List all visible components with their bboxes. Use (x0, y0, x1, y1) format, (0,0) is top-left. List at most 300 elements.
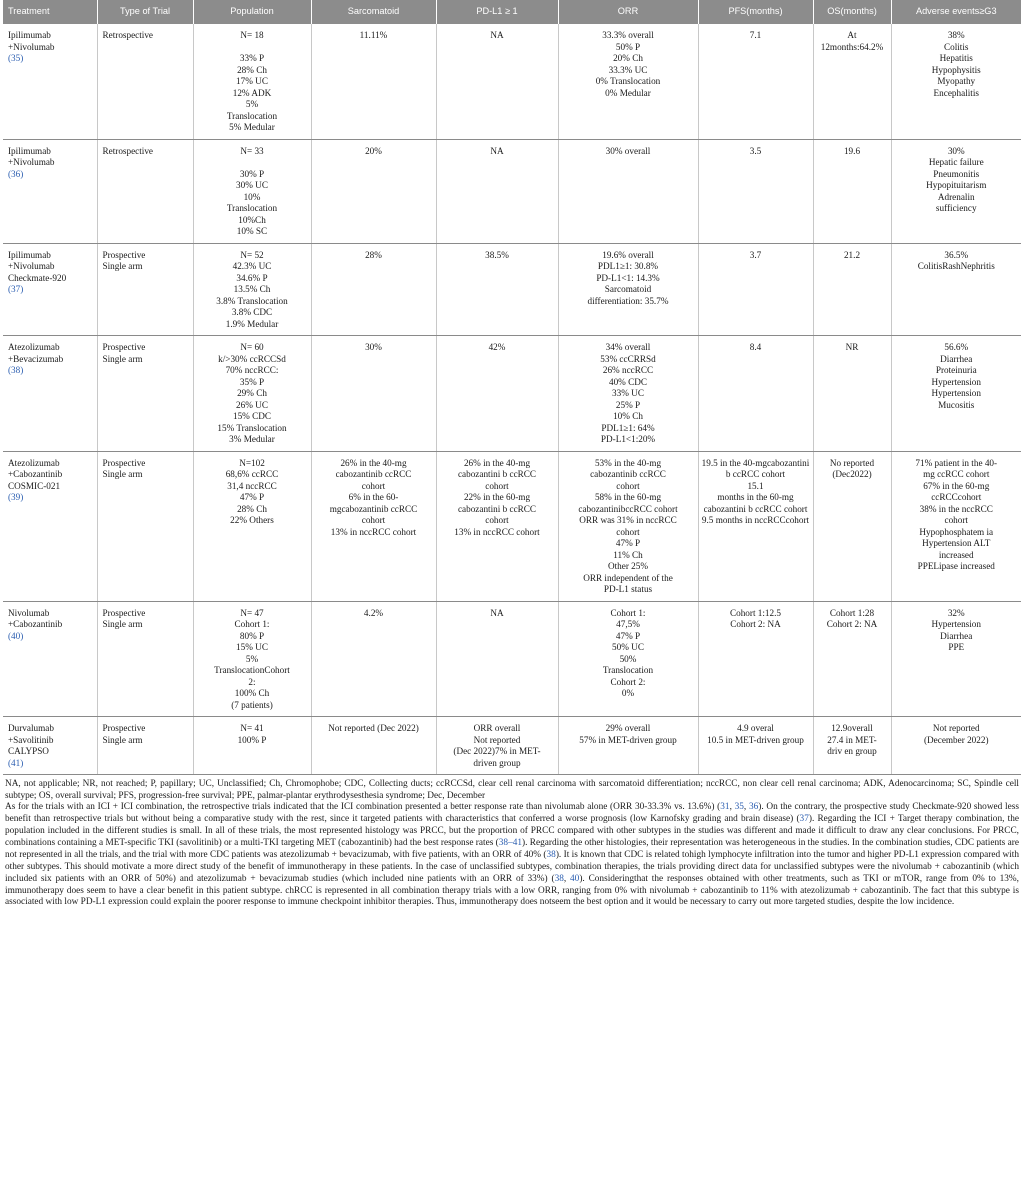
os-cell (813, 717, 891, 775)
cell-line: 4.9 overal (737, 723, 774, 733)
cell-line: cohort (485, 515, 509, 525)
cell-line: 0% Translocation (595, 76, 661, 86)
cell-line: cohort (944, 515, 968, 525)
cell-line: 33% P (239, 53, 265, 63)
sarcomatoid-cell (311, 24, 436, 139)
cell-line: Diarrhea (940, 630, 973, 641)
cell-line: +Savolitinib (8, 734, 54, 745)
cell-line: Retrospective (102, 145, 154, 156)
cell-line: Cohort 2: (610, 676, 646, 687)
cell-line: 19.6 (843, 145, 861, 156)
cell-line: NA (490, 30, 504, 40)
paragraph-text: ). Regarding the other histologies, their representation was heterogeneous in the studies. In the combination studies, CDC patients are not represented in all the trials, and the trial with more CDC patients was atezolizumab + bevacizumab, with five patients, with an ORR of 40% ( (5, 837, 1019, 860)
population-cell (193, 601, 311, 717)
sarcomatoid-cell (311, 601, 436, 717)
pdl1-cell (436, 243, 558, 336)
cell-line: ccRCCcohort (931, 492, 982, 502)
cell-line: 12months:64.2% (820, 41, 884, 52)
cell-line: 36.5% (944, 249, 969, 260)
cell-line: 30% P (239, 168, 265, 179)
cell-line: Prospective (102, 342, 146, 352)
cell-line: 11% Ch (613, 549, 643, 560)
os-cell (813, 243, 891, 336)
reference-link[interactable]: (35) (8, 53, 24, 63)
cell-line: Diarrhea (940, 353, 973, 364)
pfs-cell (698, 139, 813, 243)
trial-type-cell (97, 243, 193, 336)
cell-line: Not reported (932, 723, 980, 733)
cell-line: 21.2 (843, 249, 861, 260)
cell-line: PPE (948, 642, 965, 652)
cell-line: 40% CDC (608, 376, 648, 387)
os-cell (813, 336, 891, 452)
paragraph-text: As for the trials with an ICI + ICI combination, the retrospective trials indicated that the ICI combination presented a better response rate than nivolumab alone (ORR 30-33.3% vs. 13.6%) ( (5, 802, 721, 813)
cell-line: sufficiency (935, 203, 977, 213)
treatment-cell (3, 451, 97, 601)
os-cell (813, 601, 891, 717)
trial-type-cell (97, 336, 193, 452)
cell-line: 10% Ch (613, 411, 643, 421)
cell-line: 47% P (615, 630, 641, 641)
cell-line: ColitisRashNephritis (917, 261, 995, 271)
table-row (3, 451, 1021, 601)
cell-line: 32% (947, 607, 965, 618)
cell-line: Atezolizumab (8, 342, 60, 352)
cell-line: Encephalitis (933, 87, 979, 98)
cell-line: Cohort 1: (234, 619, 270, 629)
cell-line: 10.5 in MET-driven group (707, 734, 804, 745)
cell-line: COSMIC-021 (8, 480, 61, 491)
header-sarcomatoid: Sarcomatoid (311, 0, 436, 24)
cell-line: Hypertension (931, 388, 981, 398)
citation-link[interactable]: 36 (748, 802, 759, 813)
cell-line: 30% (947, 145, 965, 156)
cell-line: 56.6% (944, 342, 969, 352)
cell-line: Hypophysitis (931, 64, 981, 75)
cell-line: Hypopituitarism (926, 180, 987, 190)
cell-line: 13% in nccRCC cohort (454, 526, 540, 537)
cell-line: Hypertension ALT (922, 538, 991, 548)
cell-line: 13.5% Ch (233, 284, 271, 294)
cell-line: 15% Translocation (217, 422, 287, 433)
cell-line: 33.3% UC (608, 64, 648, 75)
cell-line: cabozantini b ccRCC (457, 503, 537, 514)
cell-line: 53% ccCRRSd (600, 353, 656, 364)
pfs-cell (698, 451, 813, 601)
population-cell (193, 451, 311, 601)
cell-line: driven group (473, 757, 521, 768)
cell-line: No reported (829, 457, 875, 468)
cell-line: +Bevacizumab (8, 353, 64, 364)
cell-line: NA (490, 145, 504, 156)
cell-line: Checkmate-920 (8, 272, 67, 283)
cell-line: Translocation (602, 665, 654, 675)
cell-line: 26% in the 40-mg (463, 457, 531, 468)
cell-line: 15% UC (236, 642, 268, 652)
treatment-cell (3, 139, 97, 243)
orr-cell (558, 24, 698, 139)
population-cell (193, 336, 311, 452)
adverse-events-cell (891, 336, 1021, 452)
reference-link[interactable]: (37) (8, 284, 24, 294)
cell-line: mgcabozantinib ccRCC (329, 503, 418, 514)
cell-line: 70% nccRCC: (225, 365, 279, 375)
trial-type-cell (97, 717, 193, 775)
cell-line: 2: (248, 676, 256, 687)
cell-line: Cohort 1:12.5 (729, 607, 782, 618)
cell-line: 34.6% P (236, 272, 268, 283)
cell-line: N= 41 (240, 723, 264, 733)
cell-line: Single arm (102, 734, 143, 745)
treatment-cell (3, 243, 97, 336)
cell-line: Single arm (102, 353, 143, 364)
cell-line: 20% (365, 145, 382, 156)
cell-line: 1.9% Medular (225, 318, 279, 329)
trial-type-cell (97, 139, 193, 243)
orr-cell (558, 336, 698, 452)
cell-line: 29% overall (605, 723, 651, 733)
cell-line: Not reported (473, 734, 521, 745)
cell-line: 6% in the 60- (348, 492, 399, 502)
cell-line: 4.2% (363, 607, 384, 618)
header-population: Population (193, 0, 311, 24)
cell-line: b ccRCC cohort (725, 469, 786, 479)
body-paragraph (5, 802, 1019, 909)
cell-line: TranslocationCohort (214, 665, 290, 675)
cell-line: 100% P (237, 734, 267, 745)
sarcomatoid-cell (311, 336, 436, 452)
header-pdl1: PD-L1 ≥ 1 (436, 0, 558, 24)
cell-line: +Cabozantinib (8, 469, 63, 479)
cell-line: Cohort 2: NA (730, 619, 781, 629)
cell-line: 25% P (615, 399, 641, 410)
reference-link[interactable]: (39) (8, 492, 24, 502)
cell-line: 3% Medular (229, 434, 275, 444)
cell-line: Colitis (943, 41, 969, 52)
citation-link[interactable]: 35 (734, 802, 744, 813)
trial-type-cell (97, 451, 193, 601)
adverse-events-cell (891, 24, 1021, 139)
header-adverse-events: Adverse events≥G3 (891, 0, 1021, 24)
treatment-cell (3, 24, 97, 139)
cell-line: NR (845, 342, 859, 352)
cell-line: Hypertension (931, 619, 981, 629)
cell-line: increased (938, 549, 974, 560)
cell-line: 29% Ch (237, 388, 267, 398)
citation-link[interactable]: 40 (570, 873, 580, 884)
cell-line: (December 2022) (923, 734, 989, 745)
cell-line: Prospective (102, 249, 146, 260)
table-row (3, 601, 1021, 717)
cell-line: 33.3% overall (602, 30, 654, 40)
pfs-cell (698, 336, 813, 452)
paragraph-text: ). Consideringthat the responses obtained with other treatments, such as TKI or mTOR, range from 0% to 13%, immunotherapy does seem to have a clear benefit in this patient subtype. chRCC is represented in all combination therapy trials with a low ORR, ranging from 0% with nivolumab + cabozantinib to 11% with atezolizumab + cabozantinib. The fact that this subtype is associated with low PD-L1 expression could explain the poorer response to immune checkpoint inhibitor therapies. Thus, immunotherapy does notseem the best option and it would be necessary to carry out more targeted studies, despite the low incidence. (5, 873, 1019, 908)
cell-line: 22% in the 60-mg (463, 492, 531, 502)
cell-line: 57% in MET-driven group (579, 734, 677, 745)
cell-line: 5% (245, 99, 259, 109)
cell-line: N= 18 (240, 30, 264, 40)
pdl1-cell (436, 336, 558, 452)
cell-line: cabozantinib ccRCC (590, 469, 666, 479)
cell-line: driv en group (827, 746, 877, 756)
cell-line: 3.5 (749, 145, 762, 156)
cell-line: 3.8% CDC (231, 307, 273, 317)
cell-line: 50% (619, 653, 637, 664)
population-cell (193, 717, 311, 775)
citation-link[interactable]: 37 (799, 814, 809, 825)
cell-line: Mucositis (938, 399, 975, 410)
cell-line: N=102 (239, 457, 265, 468)
table-footnote: NA, not applicable; NR, not reached; P, papillary; UC, Unclassified; Ch, Chromophobe; CDC, Collecting ducts; ccRCCSd, clear cell renal carcinoma with sarcomatoid differentiation; nccRCC, non clear cell renal carcinoma; ADK, Adenocarcinoma; SC, Spindle cell subtype; OS, overall survival; PFS, progression-free survival; PPE, palmar-plantar erythrodysesthesia syndrome; Dec, December (5, 779, 1019, 801)
os-cell (813, 451, 891, 601)
adverse-events-cell (891, 451, 1021, 601)
cell-line: cohort (361, 515, 386, 525)
cell-line: Prospective (102, 457, 146, 468)
cell-line: 67% in the 60-mg (923, 480, 990, 491)
cell-line: Myopathy (937, 76, 976, 86)
cell-line: 13% in nccRCC cohort (330, 526, 417, 537)
citation-link[interactable]: 31 (720, 802, 730, 813)
cell-line: PD-L1 status (603, 584, 653, 594)
cell-line (197, 157, 308, 169)
sarcomatoid-cell (311, 717, 436, 775)
cell-line (197, 42, 308, 54)
citation-link[interactable]: 38 (546, 849, 556, 860)
cell-line: (Dec 2022)7% in MET- (453, 746, 541, 756)
cell-line: 28% (365, 249, 382, 260)
population-cell (193, 24, 311, 139)
cell-line: mg ccRCC cohort (923, 469, 990, 479)
pfs-cell (698, 24, 813, 139)
population-cell (193, 243, 311, 336)
cell-line: 38% in the nccRCC (919, 503, 993, 514)
cell-line: Ipilimumab (8, 145, 51, 156)
os-cell (813, 139, 891, 243)
cell-line: 20% Ch (613, 53, 643, 63)
cell-line: 15% CDC (232, 411, 272, 421)
cell-line: 100% Ch (234, 688, 270, 698)
reference-link[interactable]: (41) (8, 757, 24, 768)
sarcomatoid-cell (311, 451, 436, 601)
cell-line: 5% Medular (229, 122, 275, 132)
treatment-cell (3, 336, 97, 452)
cell-line: cohort (616, 526, 640, 537)
pdl1-cell (436, 451, 558, 601)
cell-line: +Nivolumab (8, 41, 55, 52)
cell-line: 27.4 in MET- (827, 734, 877, 745)
cell-line: 42% (488, 342, 506, 352)
population-cell (193, 139, 311, 243)
adverse-events-cell (891, 601, 1021, 717)
cell-line: N= 52 (240, 249, 264, 260)
cell-line: ORR overall (473, 723, 521, 733)
cell-line: 33% UC (612, 388, 644, 398)
cell-line: 26% nccRCC (602, 365, 654, 375)
cell-line: 10% (243, 191, 261, 202)
cell-line: 10%Ch (238, 214, 266, 225)
cell-line: 35% P (239, 376, 265, 387)
pfs-cell (698, 243, 813, 336)
orr-cell (558, 601, 698, 717)
pdl1-cell (436, 24, 558, 139)
cell-line: cabozantinib ccRCC (335, 469, 412, 479)
cell-line: 68,6% ccRCC (225, 469, 279, 479)
cell-line: Single arm (102, 619, 143, 629)
cell-line: Single arm (102, 261, 143, 271)
pdl1-cell (436, 139, 558, 243)
cell-line: differentiation: 35.7% (587, 295, 669, 306)
paragraph-text: ). Regarding the ICI + Target therapy combination, the population included in the different studies is small. In all of these trials, the most represented histology was PRCC, but the proportion of PRCC compared with other subtypes in the studies was different and made it difficult to draw any clear conclusions. For PRCC, combinations containing a MET-specific TKI (savolitinib) or a multi-TKI targeting MET (cabozantinib) had the best response rates ( (5, 814, 1019, 848)
citation-link[interactable]: 38–41 (498, 837, 523, 848)
table-row (3, 24, 1021, 139)
cell-line: Prospective (102, 607, 146, 618)
cell-line: 8.4 (749, 342, 762, 352)
cell-line: cabozantinibccRCC cohort (578, 503, 678, 514)
cell-line: Cohort 1: (610, 607, 646, 618)
adverse-events-cell (891, 139, 1021, 243)
cell-line: 7.1 (749, 30, 762, 40)
cell-line: 11.11% (359, 30, 388, 40)
pdl1-cell (436, 717, 558, 775)
cell-line: Atezolizumab (8, 457, 60, 468)
cell-line: Nivolumab (8, 607, 50, 618)
header-trial-type: Type of Trial (97, 0, 193, 24)
paragraph-text: , (563, 873, 571, 884)
cell-line: Durvalumab (8, 723, 54, 733)
cell-line: 80% P (239, 630, 265, 641)
cell-line: 22% Others (230, 515, 274, 525)
cell-line: 5% (245, 653, 259, 664)
document-page (3, 0, 1021, 909)
cell-line: 47,5% (616, 619, 640, 629)
cell-line: 38% (947, 30, 965, 40)
header-os: OS(months) (813, 0, 891, 24)
cell-line: 47% P (615, 538, 641, 548)
cell-line: 10% SC (236, 226, 268, 236)
cell-line: 71% patient in the 40- (915, 457, 998, 468)
os-cell (813, 24, 891, 139)
cell-line: 38.5% (485, 249, 509, 260)
paragraph-text: ). On the contrary, the prospective study Checkmate-920 showed less benefit than retrospective trials but without being a comparative study with the rest, since it targeted patients with characteristics that conferred a worse prognosis (low Karnofsky grading and brain disease) ( (5, 802, 1019, 825)
cell-line: k/>30% ccRCCSd (218, 353, 286, 364)
cell-line: PDL1≥1: 64% (601, 422, 655, 433)
table-body (3, 24, 1021, 775)
cell-line: Sarcomatoid (604, 284, 652, 294)
cell-line: 3.7 (749, 249, 762, 260)
cell-line: Translocation (226, 110, 278, 121)
cell-line: NA (490, 607, 504, 618)
sarcomatoid-cell (311, 243, 436, 336)
orr-cell (558, 451, 698, 601)
cell-line: 3.8% Translocation (216, 295, 288, 306)
cell-line: Hypophosphatem ia (919, 526, 994, 537)
cell-line: Translocation (226, 203, 278, 213)
cell-line: N= 47 (240, 607, 264, 618)
cell-line: 0% (621, 688, 635, 698)
trial-type-cell (97, 601, 193, 717)
cell-line: Cohort 2: NA (826, 619, 878, 629)
cell-line: 50% P (615, 41, 641, 52)
cell-line: 19.6% overall (602, 249, 654, 260)
citation-link[interactable]: 38 (554, 873, 564, 884)
cell-line: (Dec2022) (832, 469, 872, 479)
cell-line: Adrenalin (937, 191, 975, 202)
cell-line: 19.5 in the 40-mgcabozantini (701, 457, 810, 468)
treatment-cell (3, 717, 97, 775)
cell-line: PDL1≥1: 30.8% (597, 261, 659, 271)
cell-line: PD-L1<1: 14.3% (596, 272, 660, 283)
header-orr: ORR (558, 0, 698, 24)
cell-line: 58% in the 60-mg (594, 492, 662, 502)
cell-line: 28% Ch (237, 64, 267, 75)
cell-line: months in the 60-mg (717, 492, 794, 502)
cell-line: cabozantini b ccRCC (457, 469, 537, 479)
cell-line: 9.5 months in nccRCCcohort (701, 515, 810, 525)
cell-line: Hepatic failure (928, 157, 984, 167)
cell-line: Ipilimumab (8, 30, 51, 40)
cell-line: 30% (365, 342, 382, 352)
cell-line: +Nivolumab (8, 157, 55, 167)
cell-line: Proteinuria (935, 365, 977, 375)
cell-line: 34% overall (605, 342, 651, 352)
cell-line: 12.9overall (831, 723, 873, 733)
cell-line: 30% overall (605, 145, 651, 156)
cell-line: 26% UC (236, 399, 268, 410)
reference-link[interactable]: (38) (8, 365, 24, 375)
pfs-cell (698, 601, 813, 717)
cell-line: cohort (485, 480, 509, 491)
cell-line: 12% ADK (232, 87, 272, 98)
reference-link[interactable]: (36) (8, 168, 24, 179)
treatment-cell (3, 601, 97, 717)
cell-line: 28% Ch (237, 503, 267, 514)
table-row (3, 336, 1021, 452)
trials-table (3, 0, 1021, 775)
cell-line: 15.1 (747, 480, 764, 491)
orr-cell (558, 243, 698, 336)
pdl1-cell (436, 601, 558, 717)
cell-line: 53% in the 40-mg (594, 457, 662, 468)
cell-line: Hypertension (931, 376, 981, 387)
table-header-row (3, 0, 1021, 24)
adverse-events-cell (891, 243, 1021, 336)
paragraph-text: ). It is known that CDC is related tohigh lymphocyte infiltration into the tumor and higher PD-L1 expression compared with other subtypes. This should motivate a more direct study of the benefit of immunotherapy in these patients. In the case of unclassified subtypes, combination therapies, the trials providing direct data for unclassified subtypes were the nivolumab + cabozantinib (which included six patients with an ORR of 50%) and atezolizumab + bevacizumab studies (which included nine patients with an ORR of 33%) ( (5, 849, 1019, 884)
cell-line: cohort (361, 480, 386, 491)
cell-line: +Cabozantinib (8, 619, 63, 629)
cell-line: PD-L1<1:20% (600, 434, 656, 444)
cell-line: 31,4 nccRCC (227, 480, 277, 491)
cell-line: Cohort 1:28 (829, 607, 875, 618)
cell-line: Other 25% (607, 561, 649, 571)
cell-line: 50% UC (612, 642, 644, 652)
sarcomatoid-cell (311, 139, 436, 243)
header-treatment: Treatment (3, 0, 97, 24)
table-row (3, 717, 1021, 775)
cell-line: Prospective (102, 723, 146, 733)
cell-line: Not reported (Dec 2022) (328, 723, 419, 733)
cell-line: At (847, 30, 857, 40)
adverse-events-cell (891, 717, 1021, 775)
cell-line: cabozantini b ccRCC cohort (703, 503, 808, 514)
cell-line: 30% UC (236, 180, 268, 190)
cell-line: Hepatitis (939, 53, 973, 63)
reference-link[interactable]: (40) (8, 630, 24, 641)
cell-line: 0% Medular (605, 87, 651, 98)
cell-line: CALYPSO (8, 746, 49, 756)
pfs-cell (698, 717, 813, 775)
cell-line: cohort (616, 480, 640, 491)
header-pfs: PFS(months) (698, 0, 813, 24)
